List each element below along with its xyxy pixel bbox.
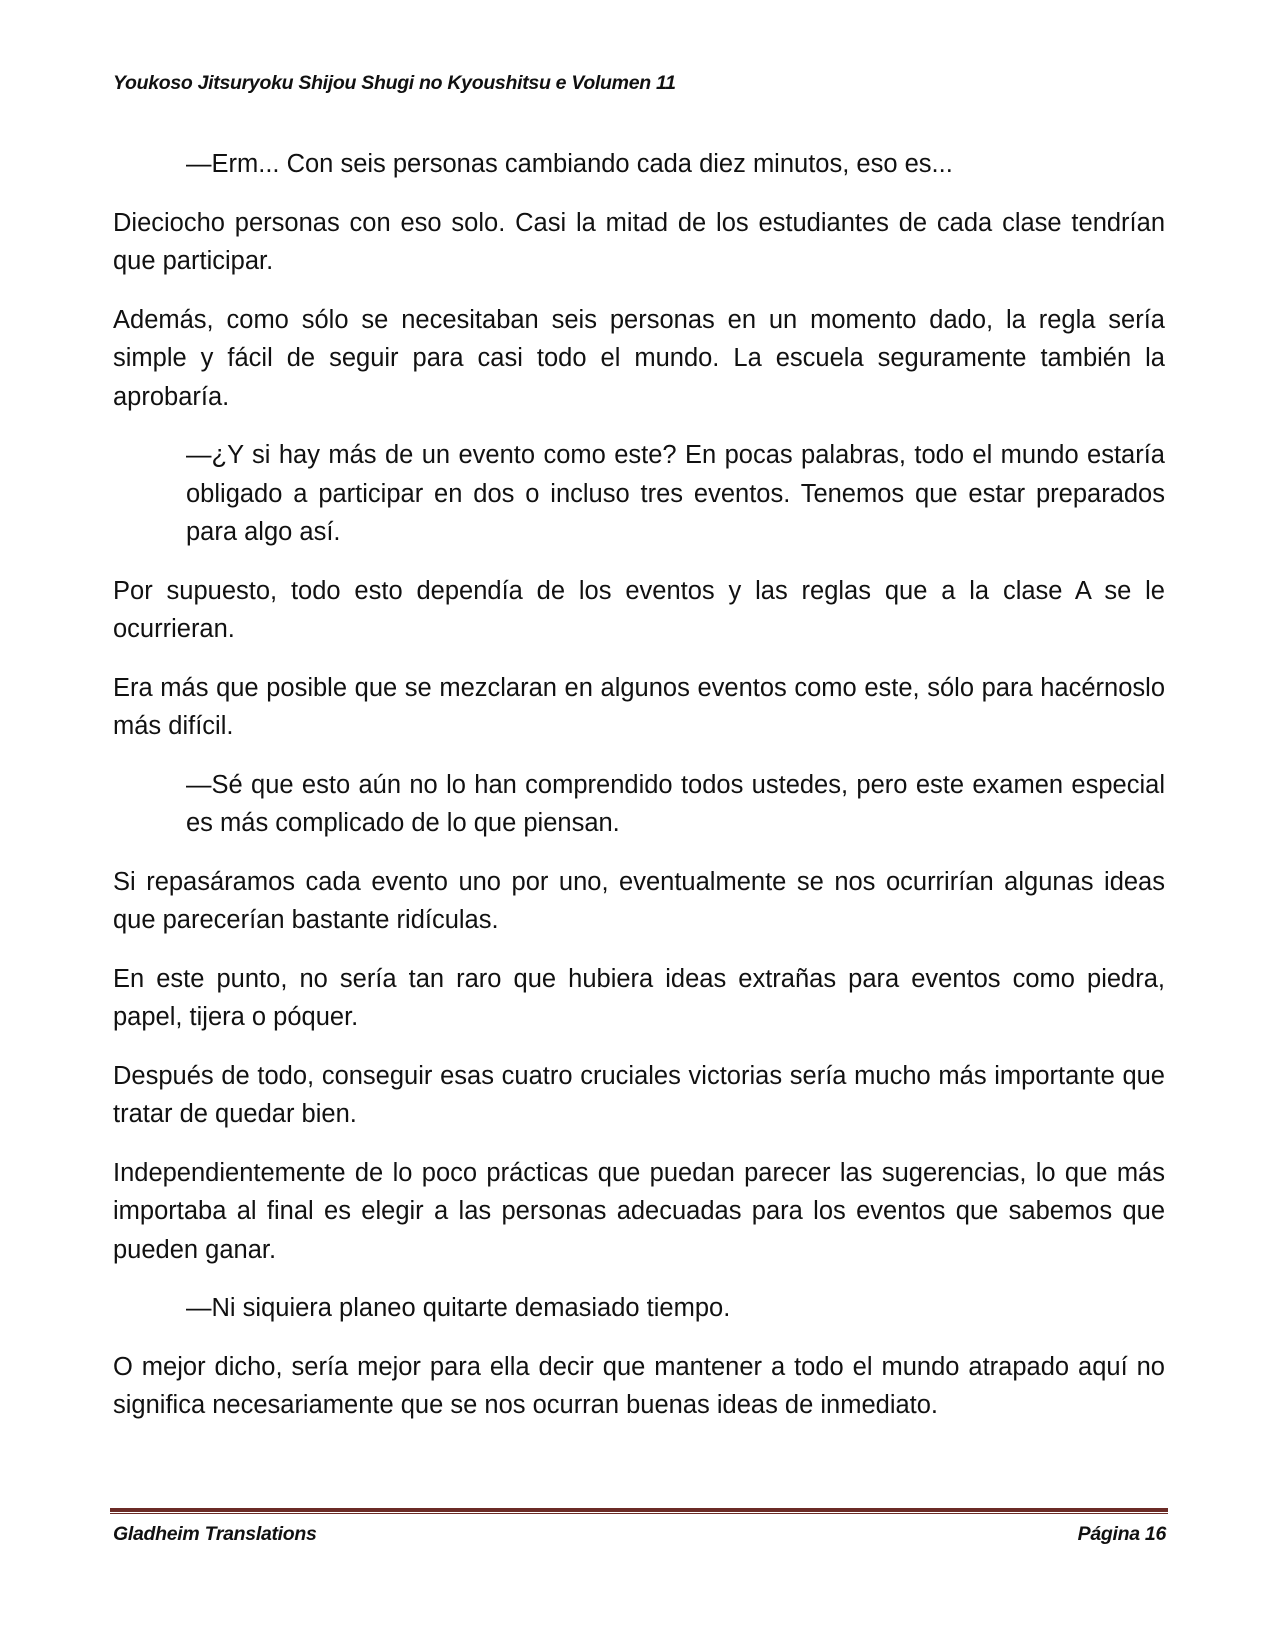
page-body xyxy=(113,145,1165,1445)
body-paragraph: Si repasáramos cada evento uno por uno, eventualmente se nos ocurrirían algunas ideas que parecerían bastante ridículas. xyxy=(113,867,1165,934)
body-paragraph: Además, como sólo se necesitaban seis personas en un momento dado, la regla sería simple y fácil de seguir para casi todo el mundo. La escuela seguramente también la aprobaría. xyxy=(113,305,1165,411)
dialogue-paragraph: —Erm... Con seis personas cambiando cada diez minutos, eso es... xyxy=(186,150,953,178)
body-paragraph: Era más que posible que se mezclaran en algunos eventos como este, sólo para hacérnoslo más difícil. xyxy=(113,673,1165,740)
page-number: Página 16 xyxy=(1077,1523,1166,1545)
body-paragraph: O mejor dicho, sería mejor para ella decir que mantener a todo el mundo atrapado aquí no significa necesariamente que se nos ocurran buenas ideas de inmediato. xyxy=(113,1352,1165,1419)
body-paragraph: Por supuesto, todo esto dependía de los eventos y las reglas que a la clase A se le ocurrieran. xyxy=(113,576,1165,643)
footer-publisher: Gladheim Translations xyxy=(113,1523,317,1545)
dialogue-paragraph: —Ni siquiera planeo quitarte demasiado tiempo. xyxy=(186,1294,731,1322)
body-paragraph: Después de todo, conseguir esas cuatro cruciales victorias sería mucho más importante que tratar de quedar bien. xyxy=(113,1061,1165,1128)
dialogue-paragraph: —Sé que esto aún no lo han comprendido todos ustedes, pero este examen especial es más complicado de lo que piensan. xyxy=(186,770,1165,837)
footer-divider xyxy=(110,1508,1168,1514)
dialogue-paragraph: —¿Y si hay más de un evento como este? En pocas palabras, todo el mundo estaría obligado a participar en dos o incluso tres eventos. Tenemos que estar preparados para algo así. xyxy=(186,441,1165,546)
body-paragraph: En este punto, no sería tan raro que hubiera ideas extrañas para eventos como piedra, papel, tijera o póquer. xyxy=(113,964,1165,1031)
running-header: Youkoso Jitsuryoku Shijou Shugi no Kyoushitsu e Volumen 11 xyxy=(113,72,676,94)
body-paragraph: Dieciocho personas con eso solo. Casi la mitad de los estudiantes de cada clase tendrían que participar. xyxy=(113,208,1165,275)
body-paragraph: Independientemente de lo poco prácticas que puedan parecer las sugerencias, lo que más importaba al final es elegir a las personas adecuadas para los eventos que sabemos que pueden ganar. xyxy=(113,1158,1165,1264)
